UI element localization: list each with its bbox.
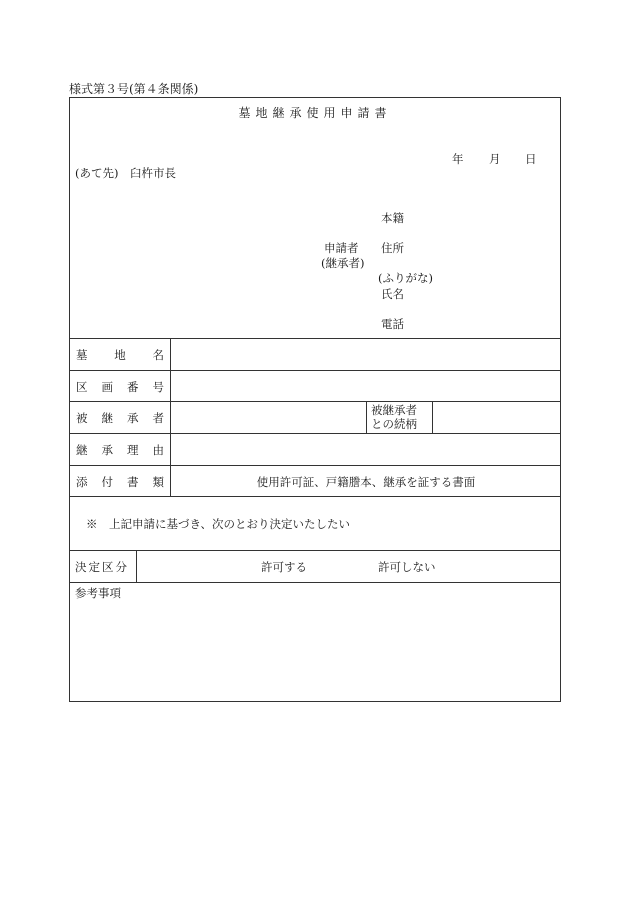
attachments-value: 使用許可証、戸籍謄本、継承を証する書面 [256,475,476,489]
decision-label: 決定区分 [75,560,129,574]
honseki-label: 本籍 [381,211,404,225]
decision-note: ※ 上記申請に基づき、次のとおり決定いたしたい [86,517,351,531]
remarks-label: 参考事項 [75,586,121,600]
date-year-label: 年 [452,152,464,166]
reason-label: 継 承 理 由 [76,443,164,457]
application-form [69,97,561,702]
remarks-field[interactable] [75,603,555,697]
date-day-label: 日 [525,152,537,166]
date-month-label: 月 [489,152,501,166]
decedent-field[interactable] [174,405,362,429]
decedent-label: 被 継 承 者 [76,411,164,425]
form-title: 墓地継承使用申請書 [238,106,392,120]
plot-number-field[interactable] [174,374,557,398]
deny-option[interactable]: 許可しない [378,560,436,574]
attachments-label: 添 付 書 類 [76,475,164,489]
address-label: 住所 [381,241,404,255]
form-number: 様式第３号(第４条関係) [69,82,199,96]
phone-label: 電話 [381,317,404,331]
reason-field[interactable] [174,437,557,461]
applicant-role-sub: (継承者) [321,256,365,270]
grave-name-label: 墓 地 名 [76,348,164,362]
name-label: 氏名 [381,287,404,301]
relation-field[interactable] [436,405,556,429]
grave-name-field[interactable] [174,342,557,366]
applicant-role-label: 申請者 [324,241,359,255]
permit-option[interactable]: 許可する [261,560,307,574]
relation-label: 被継承者 との続柄 [371,403,417,431]
plot-number-label: 区 画 番 号 [76,380,164,394]
addressee: (あて先) 臼杵市長 [75,166,176,180]
furigana-label: (ふりがな) [378,271,433,285]
